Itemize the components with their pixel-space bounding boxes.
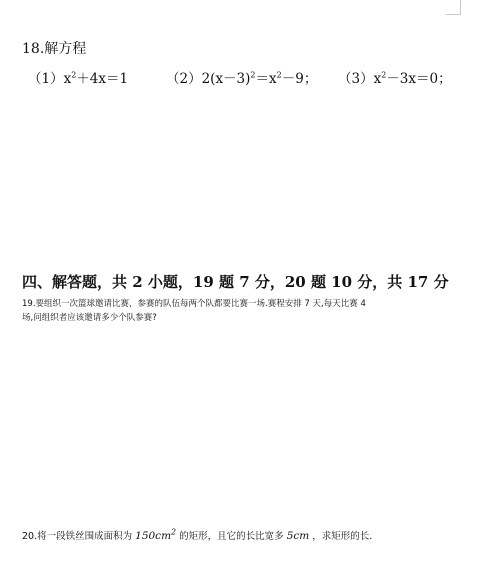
- question-20: 20.将一段铁丝围成面积为 $150cm^2$ 的矩形，且它的长比宽多 5cm ，求矩形的长.: [22, 527, 373, 542]
- area-value: $150cm^2$: [135, 527, 177, 542]
- question-18-title: 18.解方程: [22, 41, 87, 57]
- equation-2: $(2)2(x-3)^2=x^2-9$；: [166, 70, 318, 87]
- equation-3: $(3)x^2-3x=0$；: [338, 70, 452, 87]
- question-19-line-2: 场,问组织者应该邀请多少个队参赛?: [22, 313, 157, 323]
- question-19-line-1: 19.要组织一次篮球邀请比赛，参赛的队伍每两个队都要比赛一场.赛程安排 7 天,每天比赛 4: [22, 299, 366, 309]
- section-heading: 四、解答题，共 2 小题，19 题 7 分，20 题 10 分，共 17 分: [22, 273, 449, 291]
- page-corner-mark: [446, 0, 461, 15]
- equation-1: $(1)x^2+4x=1$: [28, 70, 129, 87]
- difference-value: 5cm: [286, 530, 310, 542]
